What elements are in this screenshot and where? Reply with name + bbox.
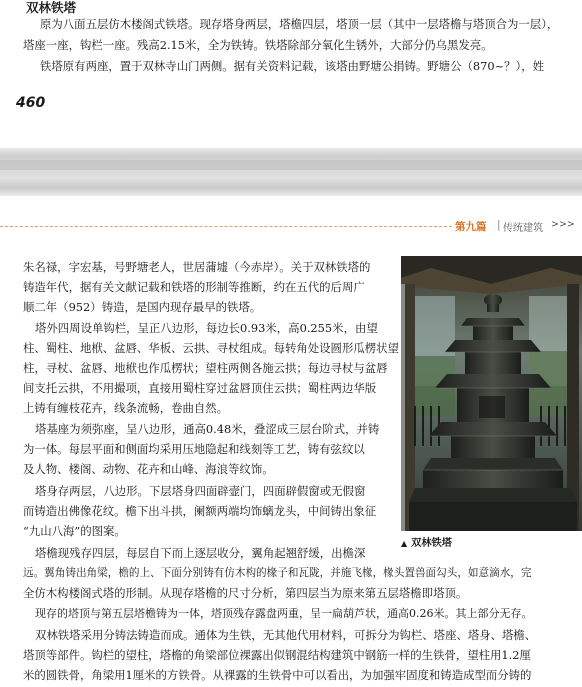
page-gutter	[0, 148, 582, 196]
body-line: 塔身存两层，八边形。下层塔身四面辟壸门，四面辟假窗或无假窗	[35, 484, 366, 498]
body-line: 双林铁塔采用分铸法铸造而成。通体为生铁，无其他代用材料，可拆分为钩栏、塔座、塔身、塔檐、	[35, 628, 537, 642]
body-line: 米的圆铁骨，角梁用1厘米的方铁骨。从裸露的生铁骨中可以看出，为加强牢固度和铸造成型而分铸的	[23, 668, 532, 682]
body-line: 现存的塔顶与第五层塔檐铸为一体，塔顶残存露盘两重，呈一扁葫芦状，通高0.26米。其上部分无存。	[35, 607, 533, 620]
figure-caption	[401, 534, 452, 549]
iron-pagoda-photo	[401, 256, 582, 531]
previous-page-bottom	[0, 0, 582, 148]
body-line: 全仿木构楼阁式塔的形制。从现存塔檐的尺寸分析，第四层当为原来第五层塔檐即塔顶。	[23, 586, 468, 600]
running-header-arrows: >>>	[551, 219, 575, 230]
caption-marker: ▲	[401, 539, 408, 548]
caption-text: 双林铁塔	[411, 538, 452, 549]
section-title: 双林铁塔	[26, 0, 77, 15]
body-line: 为一体。每层平面和侧面均采用压地隐起和线刻等工艺，铸有弦纹以	[23, 442, 365, 456]
body-line: 塔外四周设单钩栏，呈正八边形，每边长0.93米，高0.255米，由望	[35, 321, 378, 335]
body-line: 朱名禄，字宏基，号野塘老人，世居蒲墟（今赤岸）。关于双林铁塔的	[23, 260, 371, 274]
body-line: 而铸造出佛像花纹。檐下出斗拱，阑额两端均饰螭龙头，中间铸出象征	[23, 504, 377, 518]
body-line: 间支托云拱，不用撮项，直接用蜀柱穿过盆唇顶住云拱；蜀柱两边华版	[23, 381, 377, 395]
body-line: 顺二年（952）铸造，是国内现存最早的铁塔。	[23, 300, 262, 314]
body-line: “九山八海”的图案。	[23, 524, 126, 538]
page-number: 460	[16, 95, 46, 111]
body-line: 塔檐现残存四层，每层自下而上逐层收分，翼角起翘舒缓，出檐深	[35, 546, 366, 560]
body-line: 塔基座为须弥座，呈八边形，通高0.48米，叠涩成三层台阶式，并铸	[35, 422, 380, 436]
running-header-separator: |	[497, 219, 501, 231]
running-header-rule	[0, 226, 452, 227]
running-header-section: 第九篇	[455, 221, 487, 233]
body-line: 柱、蜀柱、地栿、盆唇、华板、云拱、寻杖组成。每转角处设圆形瓜楞状望	[23, 341, 399, 355]
body-line: 上铸有缠枝花卉，线条流畅，卷曲自然。	[23, 401, 229, 415]
body-line: 塔顶等部件。钩栏的望柱，塔檐的角梁部位裸露出似钢混结构建筑中钢筋一样的生铁骨，望柱用1.2厘	[23, 648, 531, 662]
body-line: 及人物、楼阁、动物、花卉和山峰、海浪等纹饰。	[23, 462, 274, 476]
body-line: 柱，寻杖、盆唇、地栿也作瓜楞状；望柱两侧各施云拱；每边寻杖与盆唇	[23, 361, 388, 375]
paragraph-line: 塔座一座，钩栏一座。残高2.15米，全为铁铸。铁塔除部分氧化生锈外，大部分仍乌黑发亮。	[23, 38, 493, 52]
running-header-chapter: 传统建筑	[503, 223, 543, 234]
body-line: 远。翼角铸出角梁，檐的上、下面分别铸有仿木构的椽子和瓦陇，并施飞椽，椽头置兽面勾头，如意滴水，完	[23, 567, 532, 579]
paragraph-line: 铁塔原有两座，置于双林寺山门两侧。据有关资料记载，该塔由野塘公捐铸。野塘公（870~？），姓	[40, 59, 544, 73]
page-gutter-shadow	[0, 160, 582, 170]
paragraph-line: 原为八面五层仿木楼阁式铁塔。现存塔身两层，塔檐四层，塔顶一层（其中一层塔檐与塔顶合为一层），	[40, 17, 559, 31]
body-line: 铸造年代，据有关文献记载和铁塔的形制等推断，约在五代的后周广	[23, 280, 365, 294]
